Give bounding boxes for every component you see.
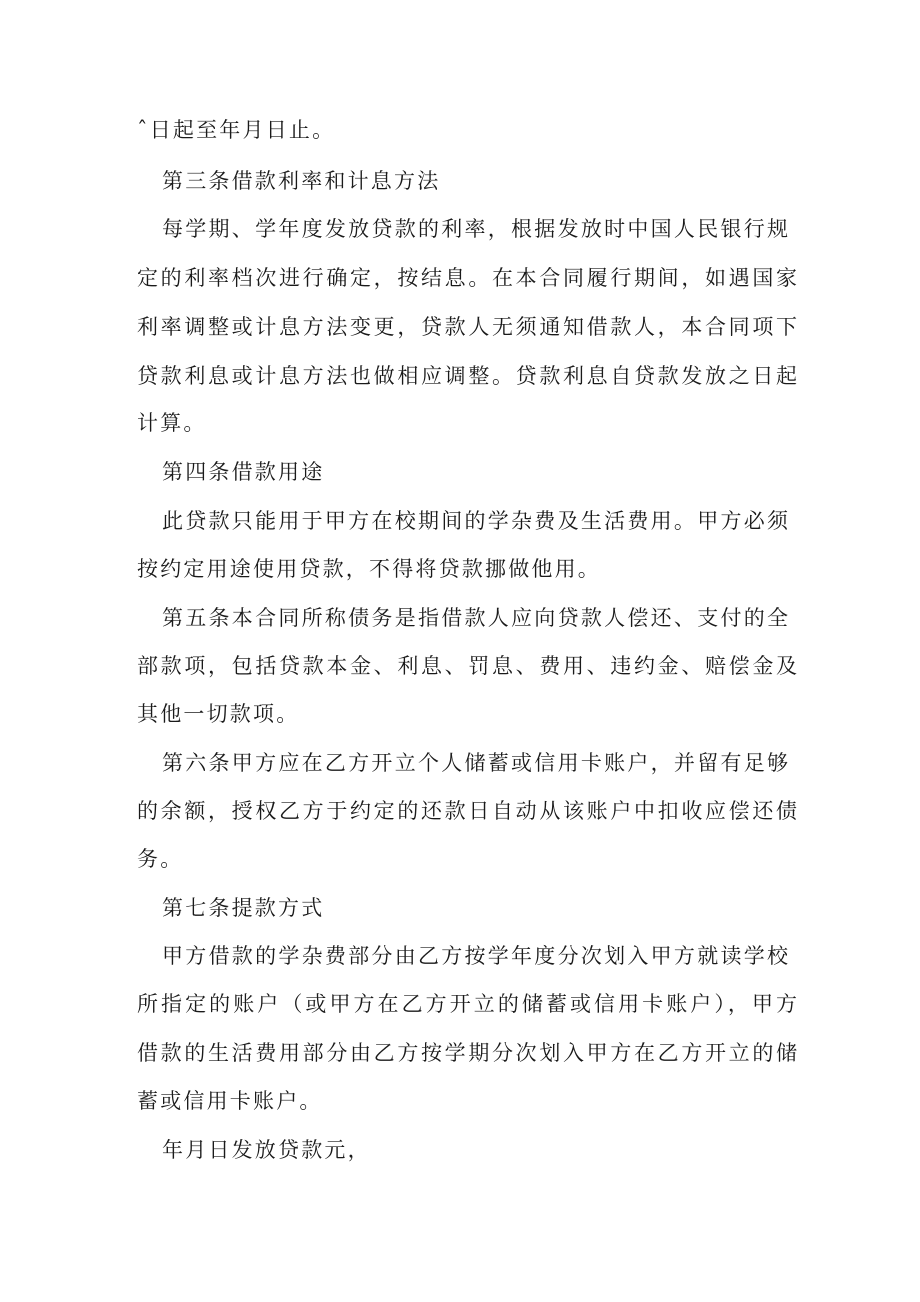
article-5-line-3: 其他一切款项。	[137, 702, 300, 726]
article-4-line-1: 此贷款只能用于甲方在校期间的学杂费及生活费用。甲方必须	[162, 509, 788, 533]
text-line-continuation: ˆ日起至年月日止。	[137, 118, 336, 142]
article-3-line-5: 计算。	[137, 411, 207, 435]
article-3-line-4: 贷款利息或计息方法也做相应调整。贷款利息自贷款发放之日起	[137, 364, 797, 388]
article-3-heading: 第三条借款利率和计息方法	[162, 169, 441, 193]
article-6-line-1: 第六条甲方应在乙方开立个人储蓄或信用卡账户，并留有足够	[162, 751, 788, 775]
article-6-line-2: 的余额，授权乙方于约定的还款日自动从该账户中扣收应偿还债	[137, 799, 797, 823]
article-7-line-1: 甲方借款的学杂费部分由乙方按学年度分次划入甲方就读学校	[162, 944, 788, 968]
article-7-line-3: 借款的生活费用部分由乙方按学期分次划入甲方在乙方开立的储	[137, 1041, 797, 1065]
article-4-heading: 第四条借款用途	[162, 460, 325, 484]
article-5-line-2: 部款项，包括贷款本金、利息、罚息、费用、违约金、赔偿金及	[137, 654, 797, 678]
article-3-line-2: 定的利率档次进行确定，按结息。在本合同履行期间，如遇国家	[137, 266, 797, 290]
article-3-line-1: 每学期、学年度发放贷款的利率，根据发放时中国人民银行规	[162, 217, 788, 241]
disbursement-line: 年月日发放贷款元，	[162, 1138, 371, 1162]
article-5-line-1: 第五条本合同所称债务是指借款人应向贷款人偿还、支付的全	[162, 606, 788, 630]
article-7-line-2: 所指定的账户（或甲方在乙方开立的储蓄或信用卡账户），甲方	[137, 992, 797, 1016]
article-3-line-3: 利率调整或计息方法变更，贷款人无须通知借款人，本合同项下	[137, 315, 797, 339]
article-6-line-3: 务。	[137, 847, 184, 871]
article-7-line-4: 蓄或信用卡账户。	[137, 1089, 323, 1113]
article-7-heading: 第七条提款方式	[162, 896, 325, 920]
article-4-line-2: 按约定用途使用贷款，不得将贷款挪做他用。	[137, 557, 601, 581]
